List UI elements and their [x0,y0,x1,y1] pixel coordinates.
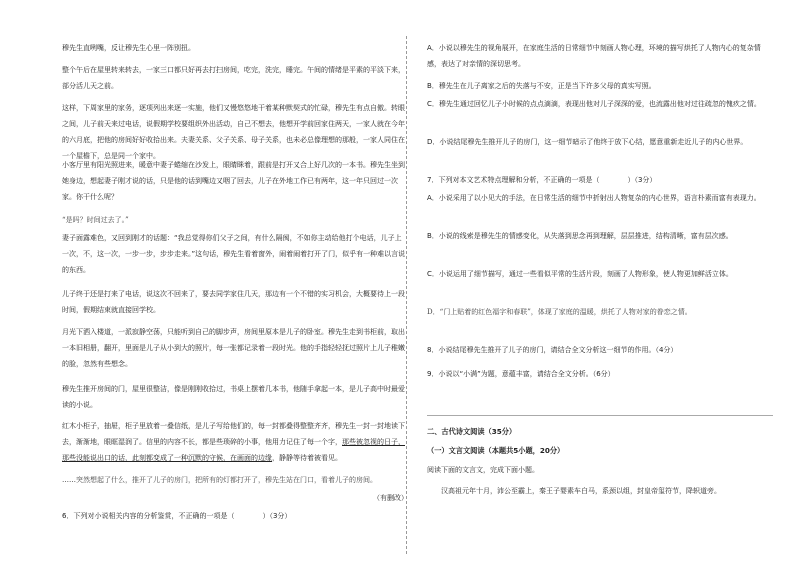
q7-option-d: D．“门上贴着的红色福字和春联”，体现了家庭的温暖，烘托了人物对家的眷恋之情。 [427,308,692,316]
paragraph: 月光下洒入楼道，一派寂静空荡，只能听到自己的脚步声，房间里原本是儿子的卧室。穆先生走到书柜前，取出一本旧相册，翻开，里面是儿子从小到大的照片，每一张都记录着一段时光。他的手指轻轻抚过照片上儿子稚嫩的脸，忽然有些想念。 [62,328,405,368]
option-b: B．穆先生在儿子离家之后的失落与不安，正是当下许多父母的真实写照。 [427,82,656,90]
paragraph: 儿子终于还是打来了电话，说这次不回来了，要去同学家住几天，那边有一个不错的实习机会，大概要待上一段时间，假期结束就直接回学校。 [62,290,405,314]
q7-option-c: C．小说运用了细节描写，通过一些看似平常的生活片段，刻画了人物形象，使人物更加鲜活立体。 [427,270,733,278]
subsection-heading: （一）文言文阅读（本题共5小题，20分） [427,446,565,455]
paragraph [62,418,408,468]
paragraph: 穆先生直咧嘴，反让穆先生心里一阵别扭。 [62,44,195,52]
option-c: C．穆先生通过回忆儿子小时候的点点滴滴，表现出他对儿子深深的爱，也流露出他对过往疏忽的愧疚之情。 [427,100,761,108]
q7-option-a: A．小说采用了以小见大的手法，在日常生活的细节中折射出人物复杂的内心世界，语言朴素而富有表现力。 [427,194,761,202]
paragraph-text: ，静静等待着被看见。 [272,454,342,462]
paragraph: 妻子面露难色，又回到刚才的话题：“我总觉得你们父子之间，有什么隔阂，不如你主动给他打个电话，儿子上一次，不，这一次，一步一步，步步走来。”这句话，穆先生看着窗外，闹着闹着打开了门，似乎有一种难以言说的东西。 [62,234,406,274]
section-rule [427,415,773,416]
question-7: 7．下列对本文艺术特点理解和分析，不正确的一项是（ ）（3分） [427,176,657,184]
underlined-text: 那些被忽视的日子，那些没能说出口的话，此刻都变成了一种沉默的守候，在画面的边缘 [62,438,405,462]
instruction: 阅读下面的文言文，完成下面小题。 [427,466,539,474]
section-heading: 二、古代诗文阅读（35分） [427,427,517,436]
paragraph: ……突然想起了什么，推开了儿子的房门，把所有的灯都打开了，穆先生站在门口，看着儿子的房间。 [62,476,377,484]
paragraph: 穆先生推开房间的门，屋里很整洁，像是刚刚收拾过，书桌上摆着几本书，他随手拿起一本，是儿子高中时最爱读的小说。 [62,385,405,409]
option-d: D．小说结尾穆先生推开儿子的房门，这一细节暗示了他终于放下心结，愿意重新走近儿子的内心世界。 [427,138,748,146]
quote-line: “是吗？时间过去了。” [62,216,129,224]
question-6: 6．下列对小说相关内容的分析鉴赏，不正确的一项是（ ）（3分） [62,512,292,520]
question-8: 8．小说结尾穆先生推开了儿子的房门，请结合全文分析这一细节的作用。（4分） [427,346,678,354]
q7-option-b: B．小说的线索是穆先生的情感变化，从失落到思念再到理解，层层推进，结构清晰，富有层次感。 [427,232,733,240]
option-a: A．小说以穆先生的视角展开，在家庭生活的日常细节中刻画人物心理，环境的描写烘托了人物内心的复杂情感，表达了对亲情的深切思考。 [427,44,761,68]
classical-text: 汉高祖元年十月，沛公至霸上，秦王子婴素车白马，系颈以组，封皇帝玺符节，降轵道旁。 [441,487,721,495]
source-note: （有删改） [373,494,408,502]
paragraph: 整个午后在屋里转来转去，一家三口都只好再去打扫房间，吃完，洗完，睡完。午间的情绪是平素的平淡下来，部分活儿天之前。 [62,66,405,90]
paragraph: 这样，下周家里的家务，逐项列出来逐一实施，他们又慢悠悠地干着某种默契式的忙碌，穆先生有点自傲。转眼之间，儿子前天来过电话，说假期学校要组织外出活动，自己不想去，他想开学前回家住两天，一家人就在今年的六月底，把他的房间好好收拾出来。夫妻关系、父子关系、母子关系，也未必总像理想的那般，一家人同住在一个屋檐下，总是同一个家中。 [62,104,405,160]
paragraph-text: 红木小柜子，抽屉，柜子里放着一叠信纸，是儿子写给他们的，每一封都叠得整整齐齐，穆先生一封一封地读下去，渐渐地，眼眶湿润了。信里的内容不长，都是些琐碎的小事，他用力记住了每一个字， [62,422,405,446]
paragraph: 小客厅里有阳光照进来，暖意中妻子蜷缩在沙发上，眼睛眯着，跟前是打开又合上好几次的一本书。穆先生坐到她身边，想起妻子刚才说的话，只是他的话到嘴边又咽了回去，儿子在外地工作已有两年，这一年只回过一次家。你干什么呢？ [62,161,405,201]
question-9: 9．小说以“小满”为题，意蕴丰富，请结合全文分析。（6分） [427,370,615,378]
